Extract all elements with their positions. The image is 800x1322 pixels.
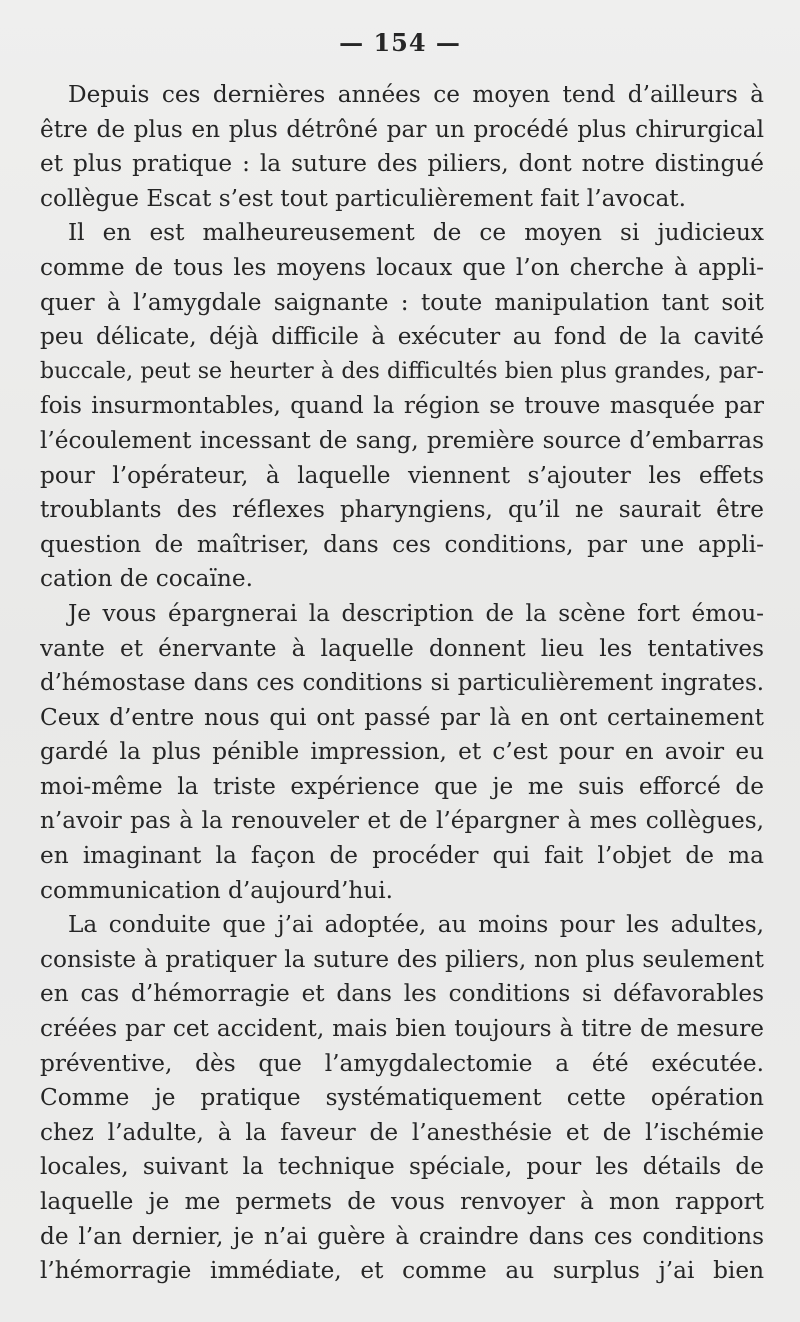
text-line: quer à l’amygdale saignante : toute manipulation tant soit — [40, 288, 764, 316]
text-line: question de maîtriser, dans ces conditions, par une appli- — [40, 530, 764, 558]
text-line: de l’an dernier, je n’ai guère à craindre dans ces conditions — [40, 1222, 764, 1250]
page-number: — 154 — — [339, 28, 461, 57]
text-line: créées par cet accident, mais bien toujours à titre de mesure — [40, 1015, 764, 1043]
text-line: préventive, dès que l’amygdalectomie a été exécutée. — [40, 1049, 764, 1077]
text-line: consiste à pratiquer la suture des piliers, non plus seulement — [40, 945, 764, 973]
text-line: cation de cocaïne. — [40, 565, 253, 593]
text-line: peu délicate, déjà difficile à exécuter au fond de la cavité — [40, 323, 764, 351]
text-line: en imaginant la façon de procéder qui fait l’objet de ma — [40, 842, 764, 870]
text-line: vante et énervante à laquelle donnent lieu les tentatives — [40, 634, 764, 662]
text-line: moi-même la triste expérience que je me suis efforcé de — [40, 772, 764, 800]
text-line: locales, suivant la technique spéciale, pour les détails de — [40, 1153, 764, 1181]
text-line: communication d’aujourd’hui. — [40, 876, 394, 904]
text-line: buccale, peut se heurter à des difficultés bien plus grandes, par- — [40, 358, 764, 384]
text-line: Depuis ces dernières années ce moyen tend d’ailleurs à — [68, 81, 764, 108]
text-line: troublants des réflexes pharyngiens, qu’il ne saurait être — [40, 496, 764, 524]
text-line: l’écoulement incessant de sang, première source d’embarras — [40, 426, 764, 454]
paragraph — [40, 216, 764, 597]
text-line: n’avoir pas à la renouveler et de l’épargner à mes collègues, — [40, 807, 764, 835]
text-line: laquelle je me permets de vous renvoyer à mon rapport — [40, 1188, 764, 1215]
text-line: pour l’opérateur, à laquelle viennent s’ajouter les effets — [40, 461, 764, 489]
text-line: Ceux d’entre nous qui ont passé par là en ont certainement — [40, 703, 764, 731]
text-line: être de plus en plus détrôné par un procédé plus chirurgical — [40, 115, 764, 143]
text-line: gardé la plus pénible impression, et c’est pour en avoir eu — [40, 738, 764, 766]
text-line: et plus pratique : la suture des piliers, dont notre distingué — [40, 150, 764, 178]
text-line: chez l’adulte, à la faveur de l’anesthésie et de l’ischémie — [40, 1118, 764, 1146]
text-line: Il en est malheureusement de ce moyen si judicieux — [68, 219, 764, 247]
text-line: Comme je pratique systématiquement cette opération — [40, 1084, 764, 1112]
paragraph — [40, 908, 764, 1289]
text-line: La conduite que j’ai adoptée, au moins pour les adultes, — [68, 911, 764, 939]
text-line: l’hémorragie immédiate, et comme au surplus j’ai bien — [40, 1257, 764, 1285]
paragraph — [40, 78, 764, 216]
text-line: Je vous épargnerai la description de la scène fort émou- — [68, 599, 764, 627]
paragraph — [40, 597, 764, 908]
text-line: comme de tous les moyens locaux que l’on cherche à appli- — [40, 253, 764, 281]
text-line: d’hémostase dans ces conditions si particulièrement ingrates. — [40, 670, 764, 697]
text-line: fois insurmontables, quand la région se trouve masquée par — [40, 392, 764, 420]
body-text — [40, 78, 764, 1289]
text-line: collègue Escat s’est tout particulièrement fait l’avocat. — [40, 184, 686, 212]
text-line: en cas d’hémorragie et dans les conditions si défavorables — [40, 980, 764, 1008]
